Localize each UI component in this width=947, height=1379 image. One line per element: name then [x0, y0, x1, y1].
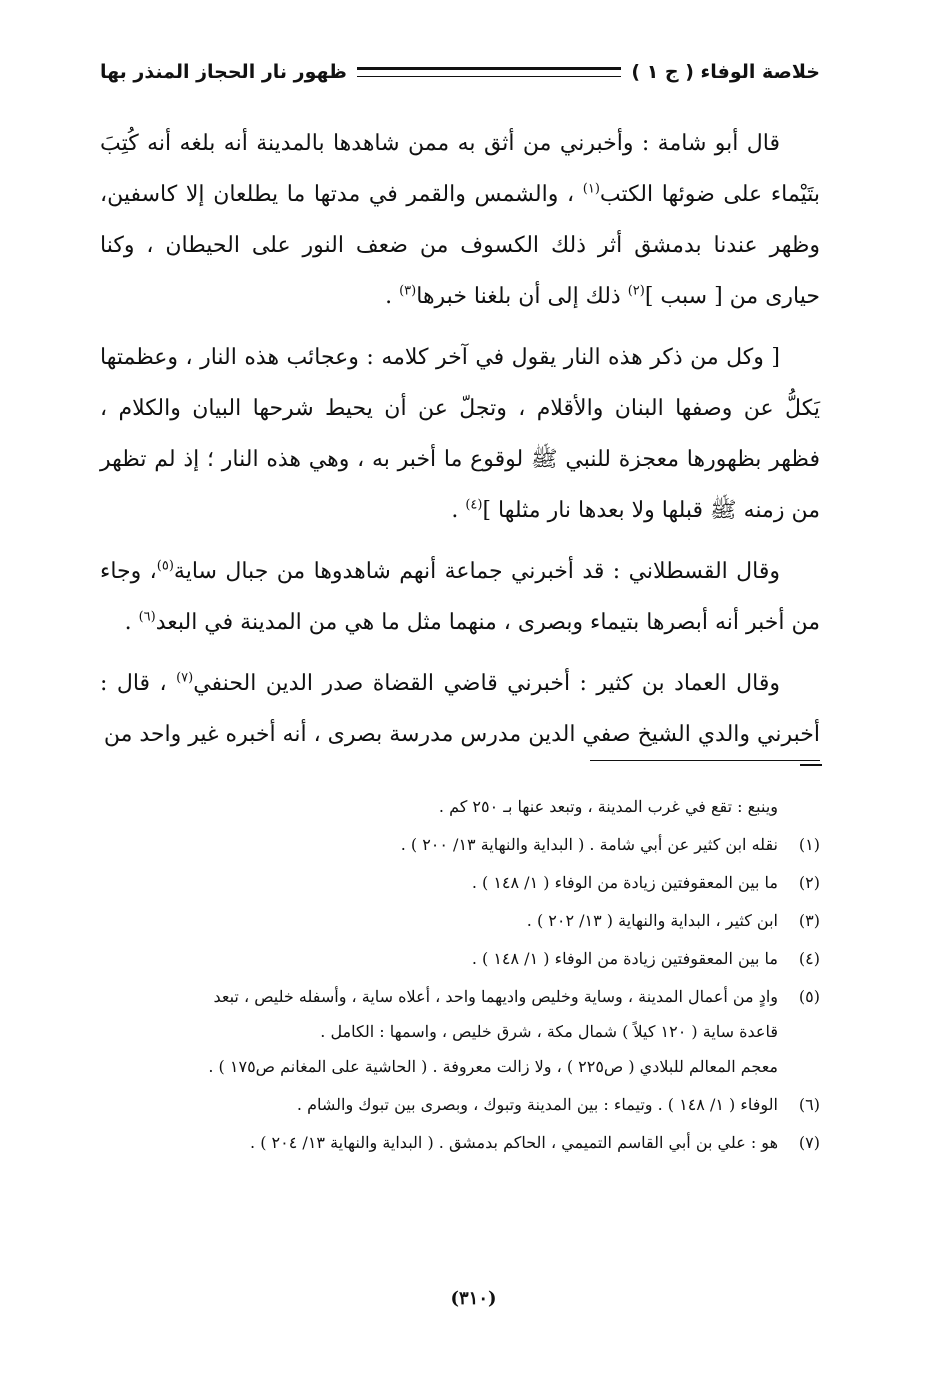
- footnote-reference: (٢): [627, 283, 645, 299]
- footnote-text-block: [100, 864, 778, 902]
- footnote-number: (٦): [798, 1095, 820, 1114]
- footnote-reference: (٧): [176, 670, 194, 686]
- footnote-text: ما بين المعقوفتين زيادة من الوفاء ( ١/ ١٤٨ ) .: [471, 949, 778, 968]
- footnote: [100, 1086, 820, 1124]
- paragraph-text: .: [124, 610, 139, 635]
- footnote-text: الوفاء ( ١/ ١٤٨ ) . وتيماء : بين المدينة وتبوك ، وبصرى بين تبوك والشام .: [296, 1095, 778, 1114]
- footnote-reference: (٦): [138, 609, 156, 625]
- footnote: [100, 902, 820, 940]
- footnote-text-block: [100, 788, 778, 826]
- paragraph: [100, 658, 820, 760]
- footnote: [100, 1048, 820, 1086]
- chapter-title: ظهور نار الحجاز المنذر بها: [100, 61, 347, 83]
- footnote-continuation-mark: [800, 764, 822, 766]
- paragraph: [100, 332, 820, 536]
- footnote-text-continued: قاعدة ساية ( ١٢٠ كيلاً ) شمال مكة ، شرق خليص ، واسمها : الكامل .: [320, 1022, 778, 1041]
- footnote-text-block: [100, 978, 778, 1048]
- footnote-number: (٢): [798, 873, 820, 892]
- footnote-reference: (٥): [156, 558, 174, 574]
- footnote-text: وادٍ من أعمال المدينة ، وساية وخليص واديهما واحد ، أعلاه ساية ، وأسفله خليص ، تبعد: [213, 987, 778, 1006]
- header-rule: [357, 67, 621, 77]
- footnote-text: ابن كثير ، البداية والنهاية ( ١٣/ ٢٠٢ ) .: [526, 911, 778, 930]
- footnote: [100, 978, 820, 1048]
- footnote-text: نقله ابن كثير عن أبي شامة . ( البداية والنهاية ١٣/ ٢٠٠ ) .: [400, 835, 778, 854]
- footnote-reference: (٣): [399, 283, 417, 299]
- paragraph-text: ، والشمس والقمر في مدتها ما يطلعان إلا كاسفين، وظهر عندنا بدمشق أثر ذلك الكسوف من ضعف النور على الحيطان ، وكنا حيارى من [ سبب ]: [100, 182, 820, 309]
- footnote-number: (١): [798, 835, 820, 854]
- paragraph-text: .: [385, 284, 400, 309]
- footnote: [100, 788, 820, 826]
- paragraph-text: ذلك إلى أن بلغنا خبرها: [416, 284, 628, 309]
- paragraph-text: وقال العماد بن كثير : أخبرني قاضي القضاة صدر الدين الحنفي: [193, 671, 780, 696]
- paragraph-text: وقال القسطلاني : قد أخبرني جماعة أنهم شاهدوها من جبال ساية: [173, 559, 781, 584]
- footnote-text: معجم المعالم للبلادي ( ص٢٢٥ ) ، ولا زالت معروفة . ( الحاشية على المغانم ص١٧٥ ) .: [208, 1057, 778, 1076]
- footnote: [100, 940, 820, 978]
- footnote-text-block: [100, 940, 778, 978]
- footnote-number: (٤): [798, 949, 820, 968]
- footnote-text: وينبع : تقع في غرب المدينة ، وتبعد عنها بـ ٢٥٠ كم .: [438, 797, 778, 816]
- footnote-number: (٣): [798, 911, 820, 930]
- main-text: [100, 118, 820, 760]
- footnote-number: (٥): [798, 987, 820, 1006]
- footnotes: [100, 788, 820, 1162]
- paragraph-text: [ وكل من ذكر هذه النار يقول في آخر كلامه : وعجائب هذه النار ، وعظمتها يَكلُّ عن وصفها البنان والأقلام ، وتجلّ عن أن يحيط شرحها البيان والكلام ، فظهر بظهورها معجزة للنبي ﷺ لوقوع ما أخبر به ، وهي هذه النار ؛ إذ لم تظهر من زمنه ﷺ قبلها ولا بعدها نار مثلها ]: [100, 345, 820, 523]
- footnote-number: (٧): [798, 1133, 820, 1152]
- footnote-separator: [590, 760, 820, 761]
- footnote-text-block: [100, 902, 778, 940]
- paragraph-text: قال أبو شامة : وأخبرني من أثق به ممن شاهدها بالمدينة أنه بلغه أنه كُتِبَ بتَيْماء على ضوئها الكتب: [100, 131, 820, 207]
- paragraph-text: .: [451, 498, 466, 523]
- paragraph-text: ، وجاء من أخبر أنه أبصرها بتيماء وبصرى ، منهما مثل ما هي من المدينة في البعد: [100, 559, 820, 635]
- paragraph: [100, 546, 820, 648]
- paragraph-text: ، قال : أخبرني والدي الشيخ صفي الدين مدرس مدرسة بصرى ، أنه أخبره غير واحد من: [100, 671, 820, 747]
- footnote-reference: (١): [582, 181, 600, 197]
- footnote-text-block: [100, 1086, 778, 1124]
- footnote-text-block: [100, 826, 778, 864]
- footnote: [100, 826, 820, 864]
- footnote-text-block: [100, 1048, 778, 1086]
- paragraph: [100, 118, 820, 322]
- footnote: [100, 864, 820, 902]
- page-number: (٣١٠): [450, 1288, 497, 1309]
- footnote-text-block: [100, 1124, 778, 1162]
- footnote-text: هو : علي بن أبي القاسم التميمي ، الحاكم بدمشق . ( البداية والنهاية ١٣/ ٢٠٤ ) .: [250, 1133, 778, 1152]
- running-header: [100, 50, 820, 94]
- book-title: خلاصة الوفاء ( ج ١ ): [631, 61, 820, 83]
- footnote: [100, 1124, 820, 1162]
- footnote-reference: (٤): [465, 497, 483, 513]
- footnote-text: ما بين المعقوفتين زيادة من الوفاء ( ١/ ١٤٨ ) .: [471, 873, 778, 892]
